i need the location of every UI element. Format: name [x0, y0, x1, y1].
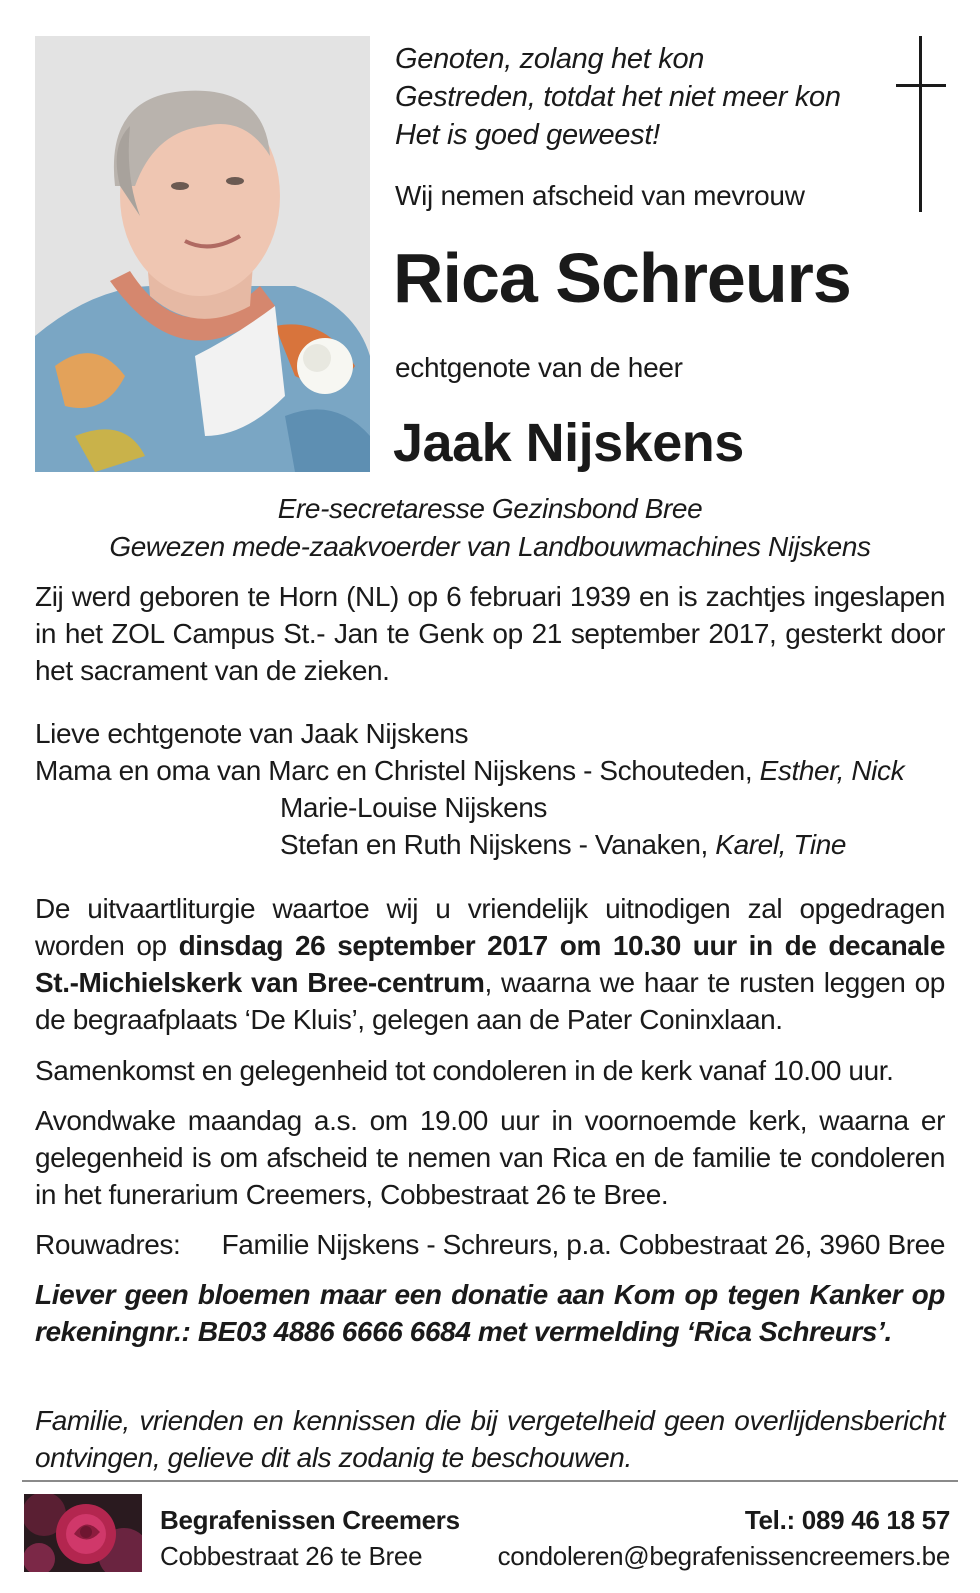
cross-icon: [896, 36, 946, 212]
grandchildren-names: Karel, Tine: [715, 829, 847, 860]
funeral-text: , waarna we haar te rusten leggen op de begraafplaats ‘De Kluis’, gelegen aan de Pater Coninxlaan.: [35, 967, 945, 1035]
funeral-date-location: dinsdag 26 september 2017 om 10.30 uur in de decanale St.-Michielskerk van Bree-centrum: [35, 930, 945, 998]
family-line: [35, 715, 945, 752]
funeral-home-name: Begrafenissen Creemers: [160, 1505, 460, 1535]
poem-line: Het is goed geweest!: [395, 119, 660, 151]
funeral-home-info: [160, 1502, 460, 1574]
family-line-text: Stefan en Ruth Nijskens - Vanaken,: [280, 829, 716, 860]
funeral-paragraph: [35, 890, 945, 1038]
rose-image: [24, 1494, 142, 1572]
family-line-text: Lieve echtgenote van Jaak Nijskens: [35, 718, 469, 749]
wake-paragraph: Avondwake maandag a.s. om 19.00 uur in voornoemde kerk, waarna er gelegenheid is om afscheid te nemen van Rica en de familie te condoleren in het funerarium Creemers, Cobbestraat 26 te Bree.: [35, 1105, 945, 1210]
spouse-name: Jaak Nijskens: [393, 413, 744, 473]
intro-text: Wij nemen afscheid van mevrouw: [395, 180, 805, 211]
family-line: [35, 826, 945, 863]
portrait-illustration: [35, 36, 370, 472]
grandchildren-names: Esther, Nick: [759, 755, 905, 786]
gathering-paragraph: Samenkomst en gelegenheid tot condoleren in de kerk vanaf 10.00 uur.: [35, 1055, 894, 1086]
spouse-intro-text: echtgenote van de heer: [395, 352, 683, 383]
poem-line: Genoten, zolang het kon: [395, 43, 705, 75]
family-line: [35, 752, 945, 789]
donation-paragraph: Liever geen bloemen maar een donatie aan Kom op tegen Kanker op rekeningnr.: BE03 4886 6666 6684 met vermelding ‘Rica Schreurs’.: [35, 1279, 945, 1347]
family-line: [35, 789, 945, 826]
funeral-home-street: Cobbestraat 26 te Bree: [160, 1541, 423, 1571]
family-section: [35, 715, 945, 863]
notice-paragraph: Familie, vrienden en kennissen die bij vergetelheid geen overlijdensbericht ontvingen, gelieve dit als zodanig te beschouwen.: [35, 1405, 945, 1473]
deceased-name: Rica Schreurs: [393, 239, 851, 317]
portrait-photo: [35, 36, 370, 472]
mourning-address: [35, 1226, 945, 1263]
footer-divider: [22, 1480, 958, 1482]
titles: [35, 490, 945, 566]
title-line: Gewezen mede-zaakvoerder van Landbouwmachines Nijskens: [109, 531, 871, 562]
phone-number: Tel.: 089 46 18 57: [744, 1505, 950, 1535]
address-label: Rouwadres:: [35, 1229, 181, 1260]
address-value: Familie Nijskens - Schreurs, p.a. Cobbestraat 26, 3960 Bree: [221, 1229, 945, 1260]
email-address[interactable]: condoleren@begrafenissencreemers.be: [497, 1541, 950, 1571]
poem-line: Gestreden, totdat het niet meer kon: [395, 81, 841, 113]
family-line-text: Mama en oma van Marc en Christel Nijskens - Schouteden,: [35, 755, 760, 786]
funeral-text: De uitvaartliturgie waartoe wij u vriendelijk uitnodigen zal opgedragen worden op: [35, 893, 945, 961]
title-line: Ere-secretaresse Gezinsbond Bree: [277, 493, 703, 524]
poem: [395, 40, 841, 154]
funeral-home-contact: [498, 1502, 950, 1574]
family-line-text: Marie-Louise Nijskens: [280, 792, 548, 823]
birth-paragraph: Zij werd geboren te Horn (NL) op 6 februari 1939 en is zachtjes ingeslapen in het ZOL Campus St.- Jan te Genk op 21 september 2017, gesterkt door het sacrament van de zieken.: [35, 581, 945, 686]
